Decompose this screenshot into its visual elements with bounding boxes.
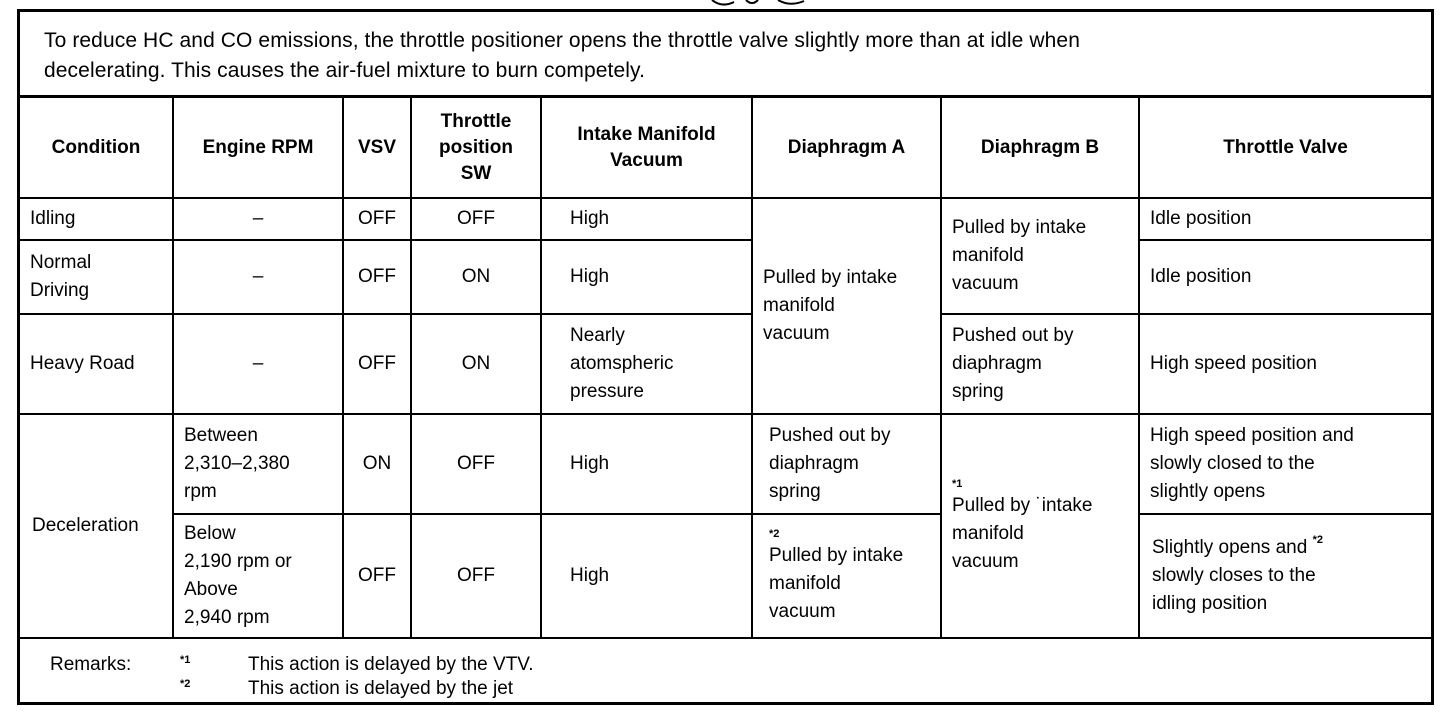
remarks-section xyxy=(20,640,1431,702)
intro-paragraph xyxy=(20,12,1431,98)
row-heavy-road xyxy=(20,314,1431,414)
remark-text-2: This action is delayed by the jet xyxy=(248,678,514,699)
header-diaphragm-b: Diaphragm B xyxy=(941,98,1139,198)
cell-condition: Normal Driving xyxy=(20,240,173,314)
cell-tps: ON xyxy=(411,314,541,414)
footnote-mark-2: *2 xyxy=(180,678,191,690)
cell-vsv: OFF xyxy=(343,514,411,638)
cell-throttle-valve: High speed position xyxy=(1139,314,1431,414)
cell-vsv: OFF xyxy=(343,314,411,414)
header-intake-manifold-vacuum: Intake Manifold Vacuum xyxy=(541,98,752,198)
header-condition: Condition xyxy=(20,98,173,198)
row-deceleration-2 xyxy=(20,514,1431,638)
cell-tps: OFF xyxy=(411,198,541,240)
footnote-mark-2: *2 xyxy=(769,528,780,540)
cell-vacuum: High xyxy=(541,414,752,514)
emission-control-spec-frame xyxy=(17,9,1434,705)
cell-condition-deceleration: Deceleration xyxy=(20,414,173,638)
cell-diaphragm-b-deceleration: *1 Pulled by ˙intake manifold vacuum xyxy=(941,414,1139,638)
cell-diaphragm-a: *2 Pulled by intake manifold vacuum xyxy=(752,514,941,638)
cell-throttle-valve: Slightly opens and $^{*2}$ slowly closes to the idling position xyxy=(1139,514,1431,638)
cell-rpm: – xyxy=(173,240,343,314)
cell-vacuum: High xyxy=(541,198,752,240)
cell-vsv: OFF xyxy=(343,240,411,314)
cell-throttle-valve: Idle position xyxy=(1139,198,1431,240)
footnote-mark-1: *1 xyxy=(180,654,191,666)
intro-line-1: To reduce HC and CO emissions, the throttle positioner opens the throttle valve slightly more than at idle when xyxy=(44,29,1080,52)
cell-diaphragm-b-merged: Pulled by intake manifold vacuum xyxy=(941,198,1139,314)
header-throttle-valve: Throttle Valve xyxy=(1139,98,1431,198)
cell-vsv: OFF xyxy=(343,198,411,240)
remarks-label: Remarks: xyxy=(50,654,132,675)
header-engine-rpm: Engine RPM xyxy=(173,98,343,198)
cell-diaphragm-a: Pushed out by diaphragm spring xyxy=(752,414,941,514)
cell-diaphragm-a-merged: Pulled by intake manifold vacuum xyxy=(752,198,941,414)
header-diaphragm-a: Diaphragm A xyxy=(752,98,941,198)
cell-vacuum: High xyxy=(541,240,752,314)
cell-diaphragm-b: Pushed out by diaphragm spring xyxy=(941,314,1139,414)
cell-rpm: – xyxy=(173,314,343,414)
cell-vacuum: Nearly atomspheric pressure xyxy=(541,314,752,414)
cell-vacuum: High xyxy=(541,514,752,638)
header-row xyxy=(20,98,1431,198)
cell-tps: OFF xyxy=(411,514,541,638)
throttle-positioner-table xyxy=(20,98,1431,639)
cell-rpm: Between 2,310–2,380 rpm xyxy=(173,414,343,514)
cell-tps: OFF xyxy=(411,414,541,514)
remark-text-1: This action is delayed by the VTV. xyxy=(248,654,534,675)
cell-tps: ON xyxy=(411,240,541,314)
row-deceleration-1 xyxy=(20,414,1431,514)
cell-throttle-valve: Idle position xyxy=(1139,240,1431,314)
cell-rpm: Below 2,190 rpm or Above 2,940 rpm xyxy=(173,514,343,638)
cell-condition: Idling xyxy=(20,198,173,240)
row-normal-driving xyxy=(20,240,1431,314)
cell-condition: Heavy Road xyxy=(20,314,173,414)
intro-line-2: decelerating. This causes the air-fuel mixture to burn competely. xyxy=(44,59,646,82)
cell-rpm: – xyxy=(173,198,343,240)
row-idling xyxy=(20,198,1431,240)
cropped-figure-fragment xyxy=(700,0,830,8)
header-throttle-position-sw: Throttle position SW xyxy=(411,98,541,198)
header-vsv: VSV xyxy=(343,98,411,198)
cell-throttle-valve: High speed position and slowly closed to the slightly opens xyxy=(1139,414,1431,514)
cell-vsv: ON xyxy=(343,414,411,514)
footnote-mark-2: *2 xyxy=(1312,534,1323,546)
footnote-mark-1: *1 xyxy=(952,478,963,490)
